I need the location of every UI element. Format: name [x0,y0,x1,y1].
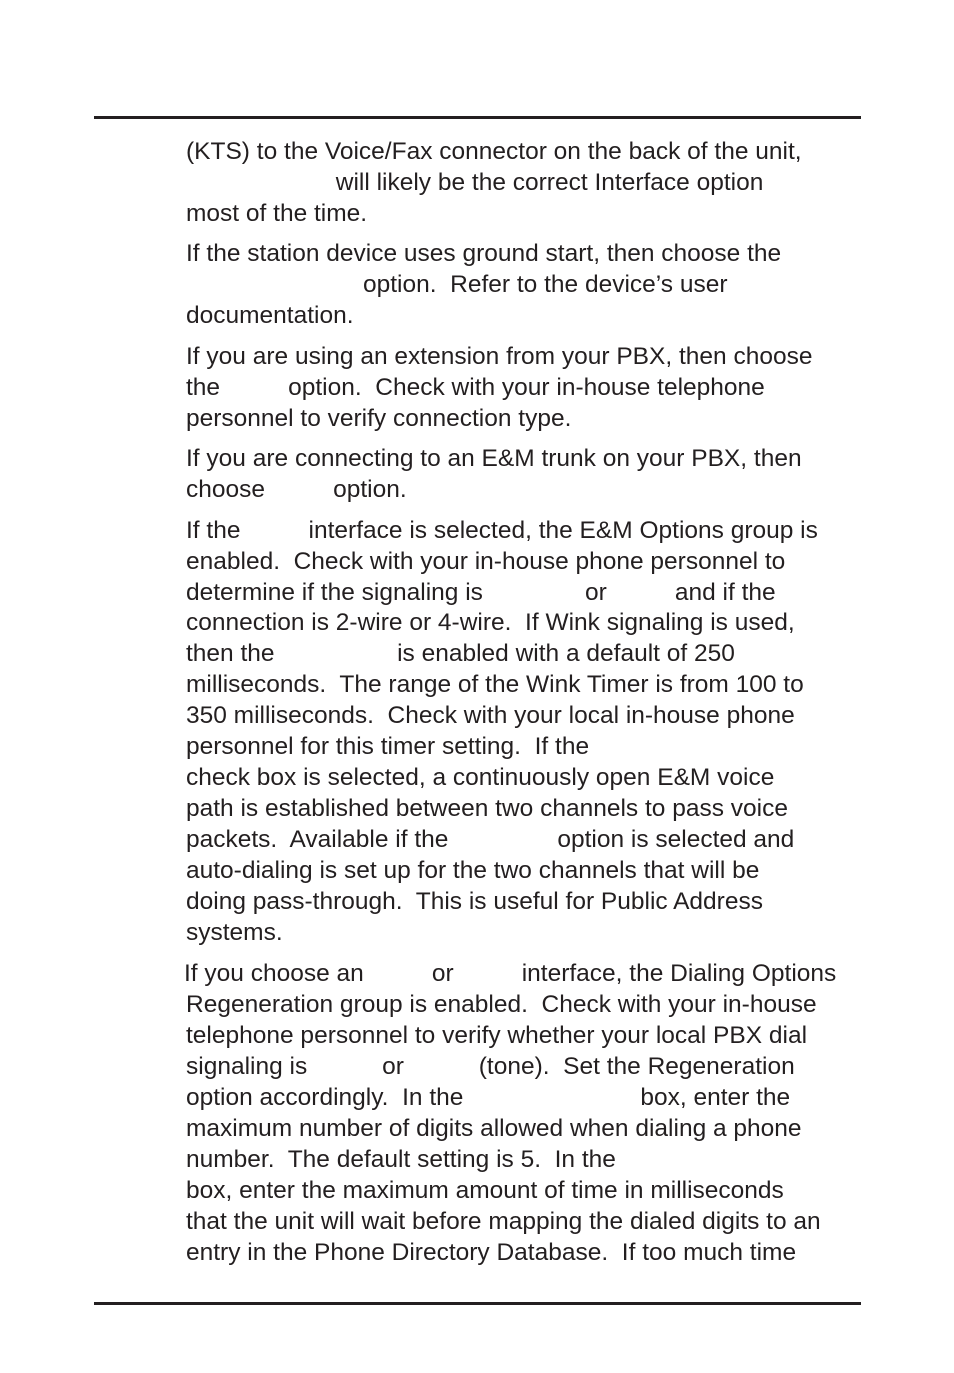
text-line: If you are using an extension from your PBX, then choose [186,343,813,370]
text-line: box, enter the maximum amount of time in milliseconds [186,1177,784,1204]
text-line: the option. Check with your in-house telephone [186,374,765,401]
text-line: maximum number of digits allowed when dialing a phone [186,1115,802,1142]
text-line: personnel to verify connection type. [186,405,572,432]
text-line: milliseconds. The range of the Wink Timer is from 100 to [186,671,804,698]
footer-rule [94,1302,861,1305]
text-line: Regeneration group is enabled. Check with your in-house [186,991,817,1018]
text-line: 350 milliseconds. Check with your local in-house phone [186,702,795,729]
text-line: path is established between two channels to pass voice [186,795,788,822]
text-line: enabled. Check with your in-house phone personnel to [186,548,786,575]
text-line: choose option. [186,476,407,503]
text-line: auto-dialing is set up for the two channels that will be [186,857,760,884]
text-line: personnel for this timer setting. If the [186,733,590,760]
text-line: signaling is or (tone). Set the Regeneration [186,1053,795,1080]
text-line: systems. [186,919,283,946]
text-line: determine if the signaling is or and if the [186,579,776,606]
text-line: packets. Available if the option is selected and [186,826,795,853]
text-line: option. Refer to the device’s user [186,271,728,298]
text-line: check box is selected, a continuously open E&M voice [186,764,775,791]
text-line: telephone personnel to verify whether your local PBX dial [186,1022,808,1049]
text-line: will likely be the correct Interface option [186,169,764,196]
text-line: entry in the Phone Directory Database. If too much time [186,1239,797,1266]
text-line: most of the time. [186,200,368,227]
text-line: option accordingly. In the box, enter the [186,1084,791,1111]
text-line: If the station device uses ground start, then choose the [186,240,782,267]
text-line: documentation. [186,302,354,329]
text-line: then the is enabled with a default of 250 [186,640,735,667]
text-line: connection is 2-wire or 4-wire. If Wink signaling is used, [186,609,795,636]
text-line: doing pass-through. This is useful for Public Address [186,888,763,915]
text-line: that the unit will wait before mapping the dialed digits to an [186,1208,821,1235]
text-line: number. The default setting is 5. In the [186,1146,616,1173]
text-line: If you choose an or interface, the Dialing Options [184,960,837,987]
text-line: (KTS) to the Voice/Fax connector on the back of the unit, [186,138,802,165]
text-line: If the interface is selected, the E&M Options group is [186,517,818,544]
text-line: If you are connecting to an E&M trunk on your PBX, then [186,445,802,472]
